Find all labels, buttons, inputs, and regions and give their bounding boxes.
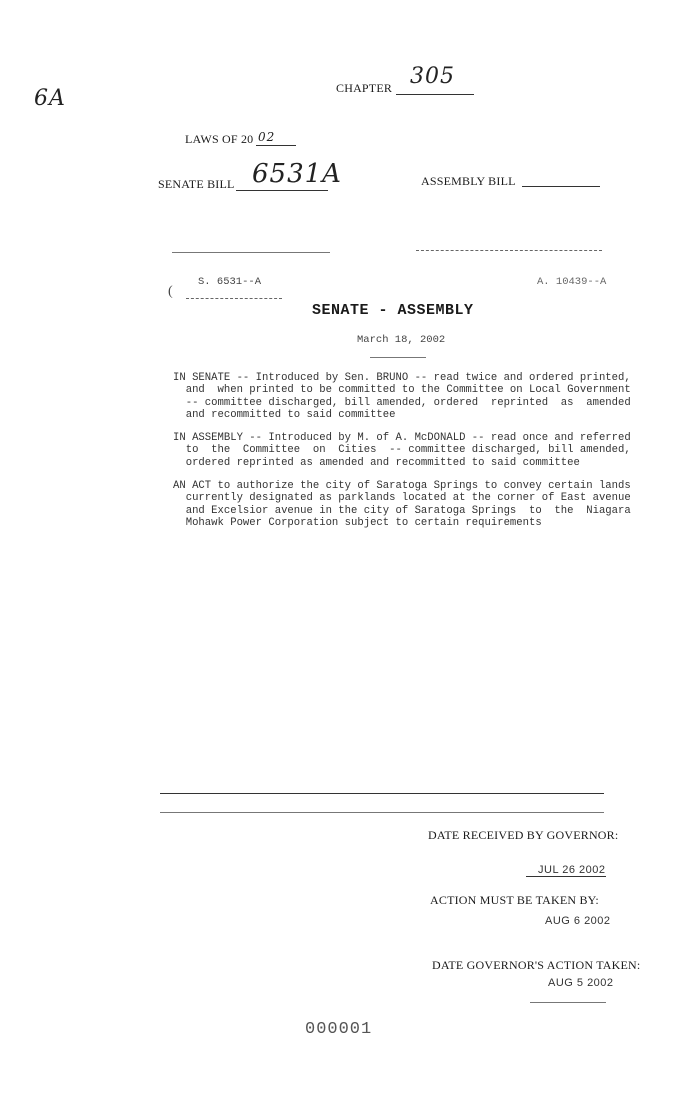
- paragraph-line: to the Committee on Cities -- committee discharged, bill amended,: [173, 444, 631, 457]
- action-taken-stamp: AUG 5 2002: [548, 977, 614, 989]
- in-senate-paragraph: [173, 372, 643, 421]
- received-date-stamp: JUL 26 2002: [538, 864, 606, 876]
- chapter-underline: [396, 94, 474, 95]
- assembly-bill-label: ASSEMBLY BILL: [421, 174, 516, 188]
- paragraph-line: ordered reprinted as amended and recommitted to said committee: [173, 456, 580, 469]
- action-deadline-stamp: AUG 6 2002: [545, 915, 611, 927]
- action-taken-underline: [530, 1002, 606, 1003]
- assembly-number: A. 10439--A: [537, 276, 607, 288]
- page-number: 000001: [305, 1020, 373, 1039]
- rule-line: [160, 812, 604, 813]
- chapter-label: CHAPTER: [336, 81, 393, 95]
- bill-date: March 18, 2002: [357, 334, 446, 346]
- paragraph-line: -- committee discharged, bill amended, ordered reprinted as amended: [173, 396, 631, 409]
- divider-line: [172, 252, 330, 253]
- margin-note: 6A: [34, 86, 66, 111]
- senate-bill-underline: [236, 190, 328, 191]
- senate-number-underline: [186, 298, 282, 299]
- in-assembly-paragraph: [173, 432, 643, 469]
- document-title: SENATE - ASSEMBLY: [312, 302, 474, 319]
- rule-line: [160, 793, 604, 794]
- paragraph-line: and Excelsior avenue in the city of Saratoga Springs to the Niagara: [173, 504, 631, 517]
- action-taken-label: DATE GOVERNOR'S ACTION TAKEN:: [432, 958, 641, 972]
- act-paragraph: [173, 480, 643, 529]
- paragraph-line: IN ASSEMBLY -- Introduced by M. of A. McDONALD -- read once and referred: [173, 432, 631, 444]
- bracket-mark: (: [168, 284, 173, 299]
- date-underline: [370, 357, 426, 358]
- paragraph-line: currently designated as parklands located at the corner of East avenue: [173, 492, 631, 505]
- laws-underline: [256, 145, 296, 146]
- chapter-number: 305: [410, 64, 455, 89]
- paragraph-line: IN SENATE -- Introduced by Sen. BRUNO -- read twice and ordered printed,: [173, 372, 631, 384]
- laws-year: 02: [258, 130, 276, 144]
- senate-bill-number: 6531A: [252, 159, 342, 189]
- paragraph-line: and recommitted to said committee: [173, 408, 396, 421]
- senate-number: S. 6531--A: [198, 276, 262, 288]
- laws-label: LAWS OF 20: [185, 132, 254, 146]
- divider-line: [416, 250, 602, 251]
- received-label: DATE RECEIVED BY GOVERNOR:: [428, 828, 619, 842]
- action-deadline-label: ACTION MUST BE TAKEN BY:: [430, 893, 599, 907]
- assembly-bill-underline: [522, 186, 600, 187]
- paragraph-line: AN ACT to authorize the city of Saratoga Springs to convey certain lands: [173, 480, 631, 492]
- received-date-underline: [526, 876, 606, 877]
- paragraph-line: and when printed to be committed to the Committee on Local Government: [173, 384, 631, 397]
- paragraph-line: Mohawk Power Corporation subject to certain requirements: [173, 516, 542, 529]
- senate-bill-label: SENATE BILL: [158, 177, 235, 191]
